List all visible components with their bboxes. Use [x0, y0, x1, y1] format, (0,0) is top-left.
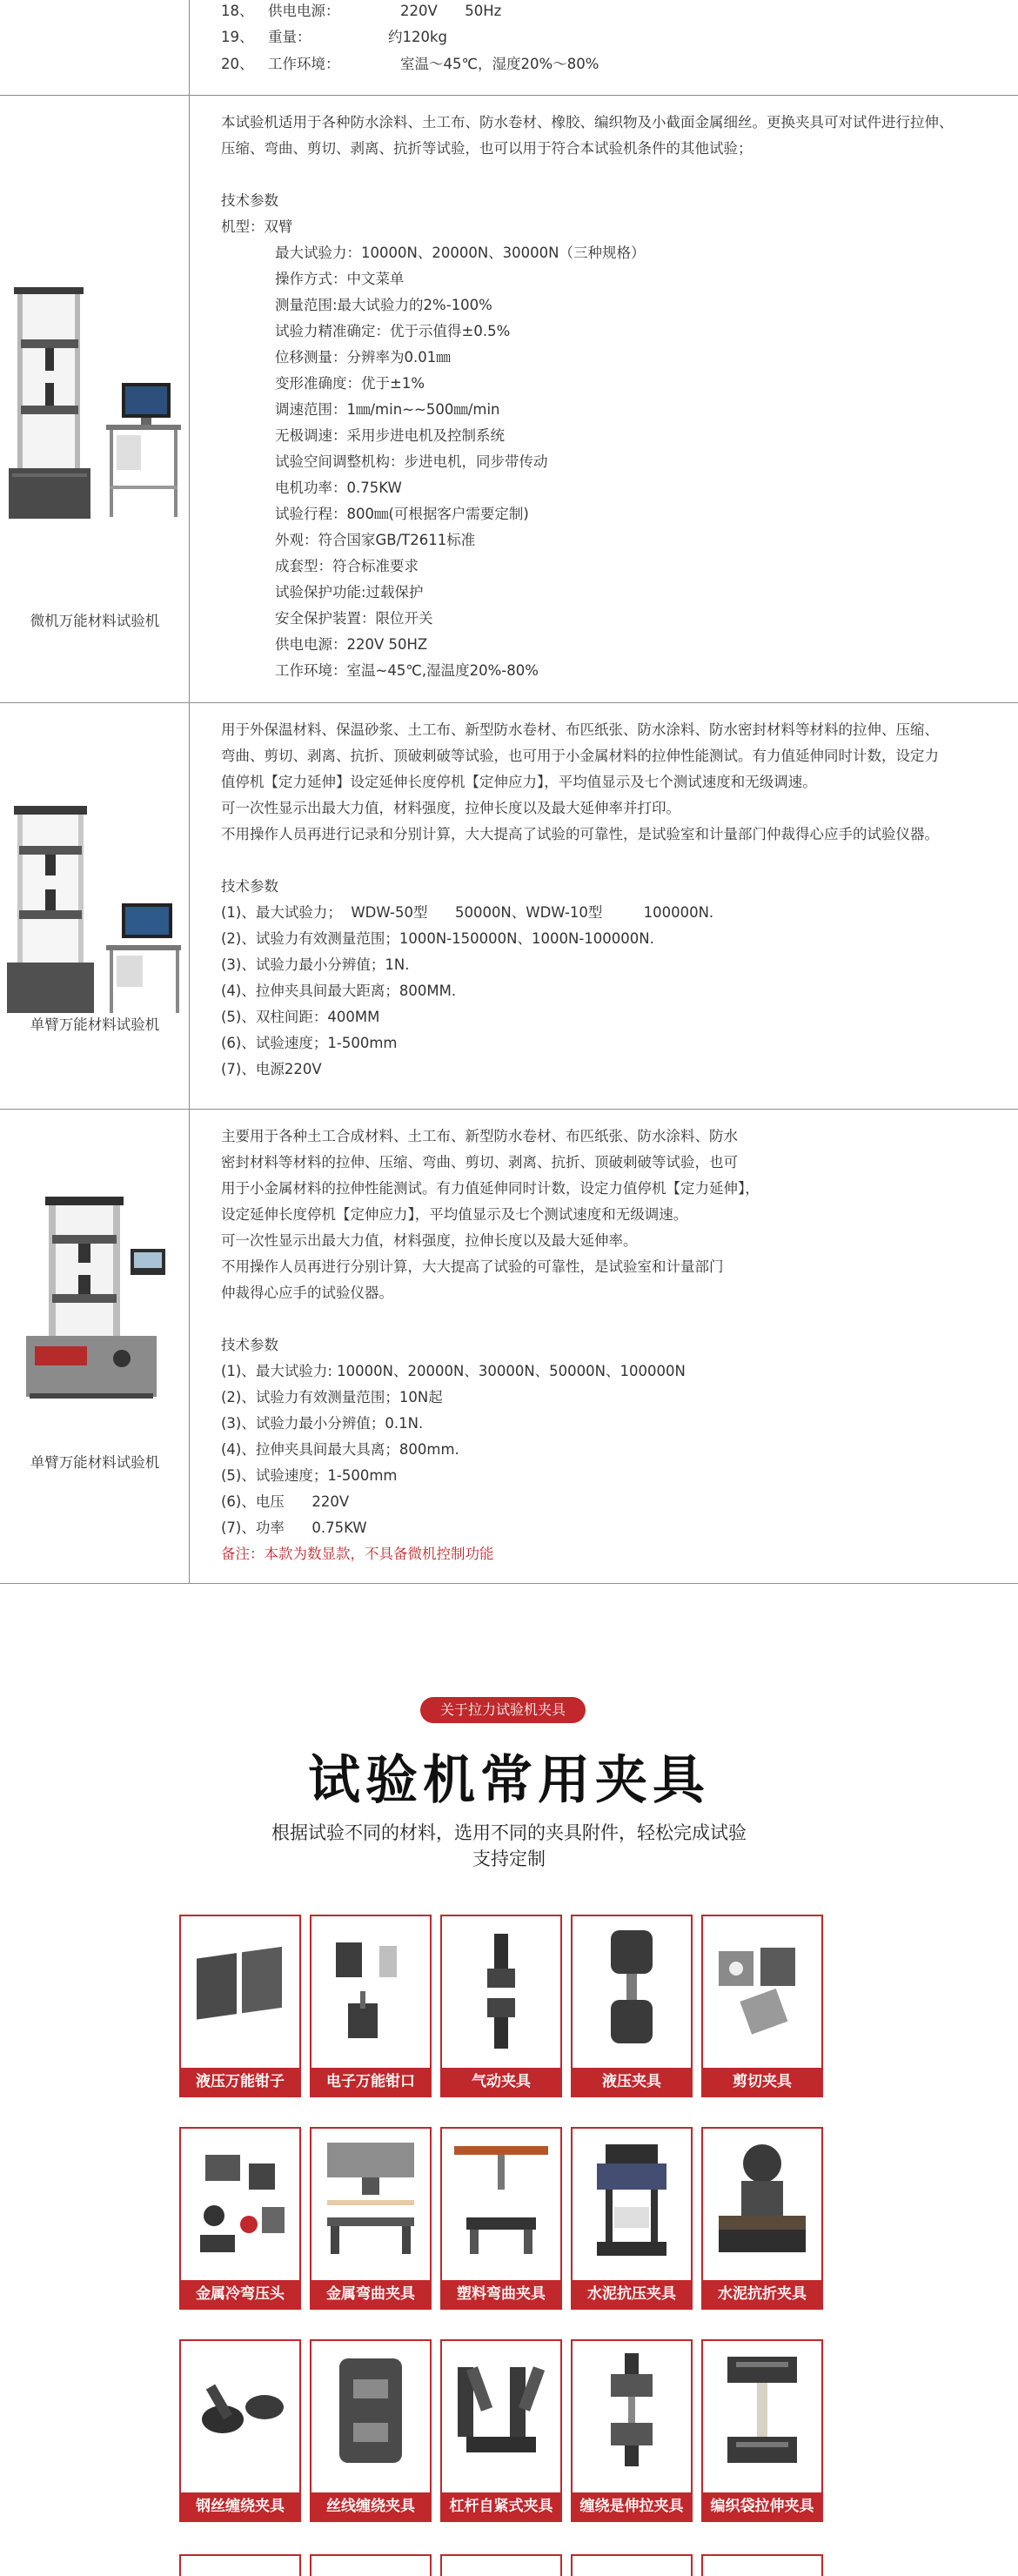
fixture-tile[interactable]: [571, 2127, 693, 2310]
cement-flexural-fixture-icon: [710, 2137, 814, 2268]
fixture-tile[interactable]: [440, 1915, 562, 2097]
desc-line: 不用操作人员再进行记录和分别计算，大大提高了试验的可靠性，是试验室和计量部门仲裁得心应手的试验仪器。: [221, 826, 939, 842]
electronic-jaw-icon: [318, 1925, 423, 2056]
spec-line: 试验力精准确定：优于示值得±0.5%: [275, 323, 511, 339]
desc-line: 压缩、弯曲、剪切、剥离、抗折等试验，也可以用于符合本试验机条件的其他试验；: [221, 140, 753, 157]
fixture-label: 电子万能钳口: [311, 2068, 430, 2096]
desc-line: 主要用于各种土工合成材料、土工布、新型防水卷材、布匹纸张、防水涂料、防水: [221, 1128, 738, 1144]
fixture-tile[interactable]: [179, 2127, 301, 2310]
desc-line: 值停机【定力延伸】设定延伸长度停机【定伸应力】，平均值显示及七个测试速度和无级调速。: [221, 774, 817, 790]
remark-note: 备注：本款为数显款，不具备微机控制功能: [221, 1546, 494, 1562]
machine-caption: 微机万能材料试验机: [30, 613, 160, 629]
fixture-label: 水泥抗折夹具: [703, 2280, 821, 2308]
cold-bend-head-icon: [188, 2137, 292, 2268]
fixture-tile-partial[interactable]: [571, 2554, 693, 2576]
fixture-label: 气动夹具: [442, 2068, 560, 2096]
spec-num: 19、: [221, 29, 254, 45]
fixture-label: 金属冷弯压头: [181, 2280, 299, 2308]
dual-column-machine-image: [7, 806, 184, 1016]
fixture-label: 钢丝缠绕夹具: [181, 2492, 299, 2520]
woven-bag-tensile-fixture-icon: [710, 2350, 814, 2480]
digital-machine-image: [26, 1197, 183, 1405]
spec-line: 供电电源：220V 50HZ: [275, 636, 428, 653]
spec-line: 调速范围：1㎜/min~~500㎜/min: [275, 401, 500, 418]
section-badge: 关于拉力试验机夹具: [420, 1697, 586, 1723]
fixture-tile[interactable]: [701, 1915, 823, 2097]
fixture-tile[interactable]: [701, 2127, 823, 2310]
section-subtitle: 支持定制: [472, 1848, 546, 1869]
thread-winding-fixture-icon: [318, 2350, 423, 2480]
spec-line: (7)、电源220V: [221, 1061, 322, 1077]
desc-line: 本试验机适用于各种防水涂料、土工布、防水卷材、橡胶、编织物及小截面金属细丝。更换夹具可对试件进行拉伸、: [221, 114, 954, 131]
machine-left-cell: [0, 1110, 190, 1583]
desc-line: 设定延伸长度停机【定伸应力】，平均值显示及七个测试速度和无级调速。: [221, 1206, 688, 1223]
spec-value: 约120kg: [388, 29, 448, 45]
fixture-tile[interactable]: [310, 2127, 432, 2310]
fixture-label: 液压夹具: [573, 2068, 691, 2096]
fixture-label: 液压万能钳子: [181, 2068, 299, 2096]
fixture-label: 金属弯曲夹具: [311, 2280, 430, 2308]
hydraulic-grip-icon: [188, 1925, 292, 2056]
spec-row-right-cell: [190, 0, 1018, 95]
spec-line: (5)、双柱间距：400MM: [221, 1009, 380, 1025]
spec-name: 重量：: [268, 29, 311, 45]
desc-line: 密封材料等材料的拉伸、压缩、弯曲、剪切、剥离、抗折、顶破刺破等试验，也可: [221, 1154, 738, 1171]
plastic-bend-fixture-icon: [449, 2137, 553, 2268]
spec-line: (2)、试验力有效测量范围；1000N-150000N、1000N-100000N.: [221, 930, 654, 947]
spec-line: (6)、电压 220V: [221, 1493, 350, 1510]
spec-line: (7)、功率 0.75KW: [221, 1519, 367, 1536]
fixture-tile[interactable]: [179, 1915, 301, 2097]
fixture-tile[interactable]: [701, 2339, 823, 2522]
spec-line: (4)、拉伸夹具间最大距离；800MM.: [221, 983, 457, 999]
spec-line: (3)、试验力最小分辨值；1N.: [221, 956, 410, 973]
spec-line: 电机功率：0.75KW: [275, 480, 402, 496]
spec-line: 工作环境：室温~45℃,湿温度20%-80%: [275, 662, 539, 679]
pneumatic-grip-icon: [449, 1925, 553, 2056]
spec-line: 安全保护装置：限位开关: [275, 610, 433, 627]
desc-line: 用于外保温材料、保温砂浆、土工布、新型防水卷材、布匹纸张、防水涂料、防水密封材料等材料的拉伸、压缩、: [221, 721, 939, 738]
spec-line: 试验行程：800㎜(可根据客户需要定制): [275, 506, 529, 522]
spec-num: 20、: [221, 56, 254, 72]
fixture-tile[interactable]: [440, 2339, 562, 2522]
desc-line: 可一次性显示出最大力值，材料强度，拉伸长度以及最大延伸率。: [221, 1232, 638, 1249]
fixture-tile-partial[interactable]: [701, 2554, 823, 2576]
machine-description: [190, 703, 1018, 1109]
fixture-label: 编织袋拉伸夹具: [703, 2492, 821, 2520]
machine-caption: 单臂万能材料试验机: [30, 1454, 160, 1471]
spec-line: 无极调速：采用步进电机及控制系统: [275, 427, 505, 444]
spec-value: 220V 50Hz: [400, 3, 502, 19]
machine-description: [190, 96, 1018, 702]
desc-heading: 技术参数: [221, 1337, 278, 1353]
machine-row-2: [0, 703, 1018, 1110]
shear-fixture-icon: [710, 1925, 814, 2056]
machine-description: [190, 1110, 1018, 1583]
metal-bend-fixture-icon: [318, 2137, 423, 2268]
spec-line: 成套型：符合标准要求: [275, 558, 419, 574]
fixture-label: 塑料弯曲夹具: [442, 2280, 560, 2308]
fixture-tile[interactable]: [310, 1915, 432, 2097]
fixture-tile[interactable]: [179, 2339, 301, 2522]
winding-tensile-fixture-icon: [579, 2350, 684, 2480]
spec-name: 工作环境：: [268, 56, 340, 72]
spec-line: 变形准确度：优于±1%: [275, 375, 425, 392]
spec-line: (2)、试验力有效测量范围；10N起: [221, 1389, 443, 1405]
section-subtitle: 根据试验不同的材料，选用不同的夹具附件，轻松完成试验: [271, 1822, 747, 1843]
spec-line: (6)、试验速度；1-500mm: [221, 1035, 398, 1051]
desc-heading: 技术参数: [221, 192, 278, 209]
spec-line: 位移测量：分辨率为0.01㎜: [275, 349, 451, 366]
fixture-tile[interactable]: [571, 1915, 693, 2097]
spec-line: (4)、拉伸夹具间最大具离；800mm.: [221, 1441, 459, 1458]
lever-self-lock-fixture-icon: [449, 2350, 553, 2480]
desc-heading: 技术参数: [221, 878, 278, 895]
spec-line: 试验保护功能:过载保护: [275, 584, 424, 600]
spec-line: (5)、试验速度；1-500mm: [221, 1467, 398, 1484]
desc-line: 仲裁得心应手的试验仪器。: [221, 1285, 393, 1301]
spec-line: 测量范围:最大试验力的2%-100%: [275, 297, 492, 313]
cement-compression-fixture-icon: [579, 2137, 684, 2268]
machine-left-cell: [0, 703, 190, 1109]
fixture-tile-partial[interactable]: [179, 2554, 301, 2576]
spec-num: 18、: [221, 3, 254, 19]
fixture-tile[interactable]: [310, 2339, 432, 2522]
fixture-label: 缠绕是伸拉夹具: [573, 2492, 691, 2520]
spec-row-left-cell: [0, 0, 190, 95]
desc-line: 弯曲、剪切、剥离、抗折、顶破刺破等试验，也可用于小金属材料的拉伸性能测试。有力值延伸同时计数，设定力: [221, 748, 939, 764]
machine-caption: 单臂万能材料试验机: [30, 1016, 160, 1033]
fixture-tile[interactable]: [571, 2339, 693, 2522]
desc-line: 不用操作人员再进行分别计算，大大提高了试验的可靠性，是试验室和计量部门: [221, 1258, 724, 1275]
fixture-tile-partial[interactable]: [310, 2554, 432, 2576]
spec-line: (1)、最大试验力: 10000N、20000N、30000N、50000N、100000N: [221, 1363, 686, 1379]
spec-row-previous: [0, 0, 1018, 96]
desc-line: 可一次性显示出最大力值，材料强度，拉伸长度以及最大延伸率并打印。: [221, 800, 680, 816]
fixture-tile[interactable]: [440, 2127, 562, 2310]
spec-line: (1)、最大试验力； WDW-50型 50000N、WDW-10型 100000N.: [221, 904, 714, 921]
spec-value: 室温～45℃，湿度20%～80%: [400, 56, 599, 72]
fixture-label: 水泥抗压夹具: [573, 2280, 691, 2308]
machine-left-cell: [0, 96, 190, 702]
fixture-label: 杠杆自紧式夹具: [442, 2492, 560, 2520]
desc-line: 用于小金属材料的拉伸性能测试。有力值延伸同时计数，设定力值停机【定力延伸】，: [221, 1180, 760, 1197]
fixture-label: 丝线缠绕夹具: [311, 2492, 430, 2520]
spec-line: 试验空间调整机构：步进电机，同步带传动: [275, 453, 548, 470]
fixture-tile-partial[interactable]: [440, 2554, 562, 2576]
machine-row-1: [0, 96, 1018, 703]
hydraulic-clamp-icon: [579, 1925, 684, 2056]
desc-line: 机型：双臂: [221, 218, 293, 235]
wire-winding-fixture-icon: [188, 2350, 292, 2480]
dual-column-machine-image: [9, 287, 183, 583]
spec-line: 最大试验力：10000N、20000N、30000N（三种规格）: [275, 245, 646, 261]
spec-line: (3)、试验力最小分辨值；0.1N.: [221, 1415, 424, 1432]
spec-name: 供电电源：: [268, 3, 340, 19]
section-title: 试验机常用夹具: [308, 1750, 710, 1811]
spec-line: 外观：符合国家GB/T2611标准: [275, 532, 476, 548]
fixture-label: 剪切夹具: [703, 2068, 821, 2096]
spec-line: 操作方式：中文菜单: [275, 271, 405, 287]
machine-row-3: [0, 1110, 1018, 1584]
